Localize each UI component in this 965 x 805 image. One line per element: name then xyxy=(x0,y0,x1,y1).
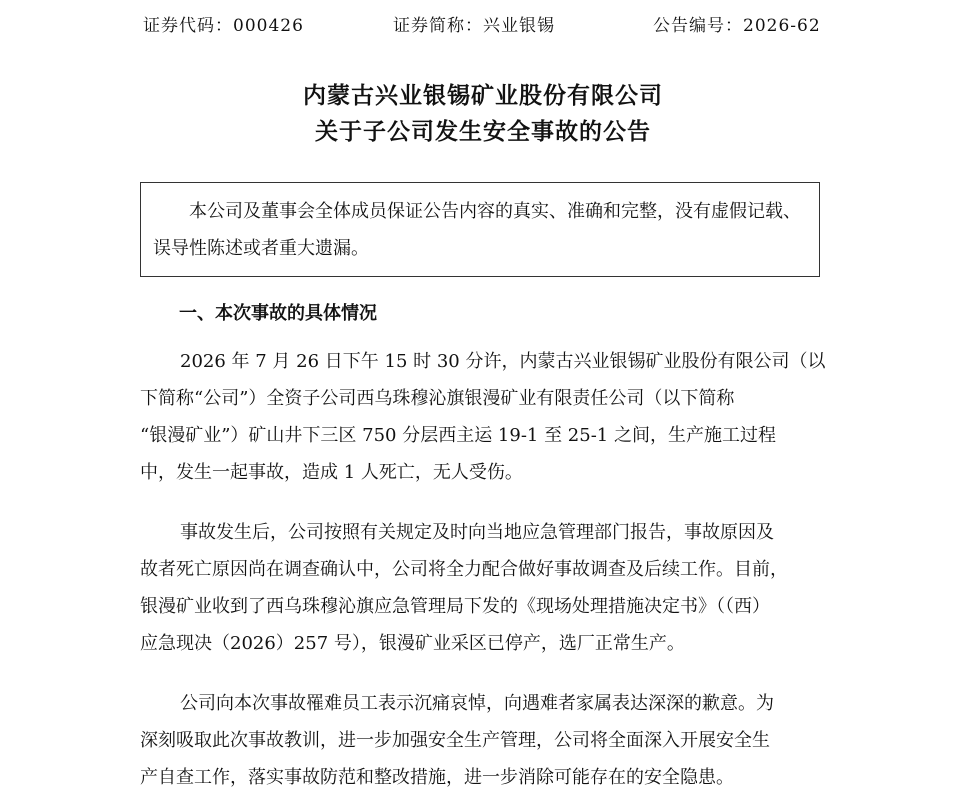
paragraph-line: 2026 年 7 月 26 日下午 15 时 30 分许，内蒙古兴业银锡矿业股份有限公司（以 xyxy=(180,351,826,372)
title-company-name: 内蒙古兴业银锡矿业股份有限公司 xyxy=(303,83,663,109)
paragraph-follow-up xyxy=(140,514,826,662)
paragraph-line: 中，发生一起事故，造成 1 人死亡，无人受伤。 xyxy=(140,462,523,483)
paragraph-line: 故者死亡原因尚在调查确认中，公司将全力配合做好事故调查及后续工作。目前， xyxy=(140,559,788,580)
announcement-title xyxy=(140,78,826,150)
paragraph-line: 公司向本次事故罹难员工表示沉痛哀悼，向遇难者家属表达深深的歉意。为 xyxy=(180,693,774,714)
stock-abbreviation: 证券简称：兴业银锡 xyxy=(393,16,555,36)
paragraph-line: 产自查工作，落实事故防范和整改措施，进一步消除可能存在的安全隐患。 xyxy=(140,767,734,788)
board-statement-box: 本公司及董事会全体成员保证公告内容的真实、准确和完整，没有虚假记载、误导性陈述或者重大遗漏。 xyxy=(140,182,820,277)
paragraph-line: 下简称“公司”）全资子公司西乌珠穆沁旗银漫矿业有限责任公司（以下简称 xyxy=(140,388,735,409)
document-header xyxy=(143,12,823,40)
title-subject: 关于子公司发生安全事故的公告 xyxy=(315,119,651,145)
paragraph-line: 应急现决（2026）257 号），银漫矿业采区已停产，选厂正常生产。 xyxy=(140,633,685,654)
section-heading: 一、本次事故的具体情况 xyxy=(179,303,377,324)
announcement-number: 公告编号：2026-62 xyxy=(653,16,821,36)
stock-code: 证券代码：000426 xyxy=(143,16,304,36)
paragraph-line: 事故发生后，公司按照有关规定及时向当地应急管理部门报告，事故原因及 xyxy=(180,522,774,543)
paragraph-line: 银漫矿业收到了西乌珠穆沁旗应急管理局下发的《现场处理措施决定书》（（西） xyxy=(140,596,770,617)
paragraph-line: “银漫矿业”）矿山井下三区 750 分层西主运 19-1 至 25-1 之间，生产施工过程 xyxy=(140,425,776,446)
paragraph-accident-details xyxy=(140,343,826,491)
paragraph-line: 深刻吸取此次事故教训，进一步加强安全生产管理，公司将全面深入开展安全生 xyxy=(140,730,770,751)
paragraph-condolence xyxy=(140,685,826,796)
